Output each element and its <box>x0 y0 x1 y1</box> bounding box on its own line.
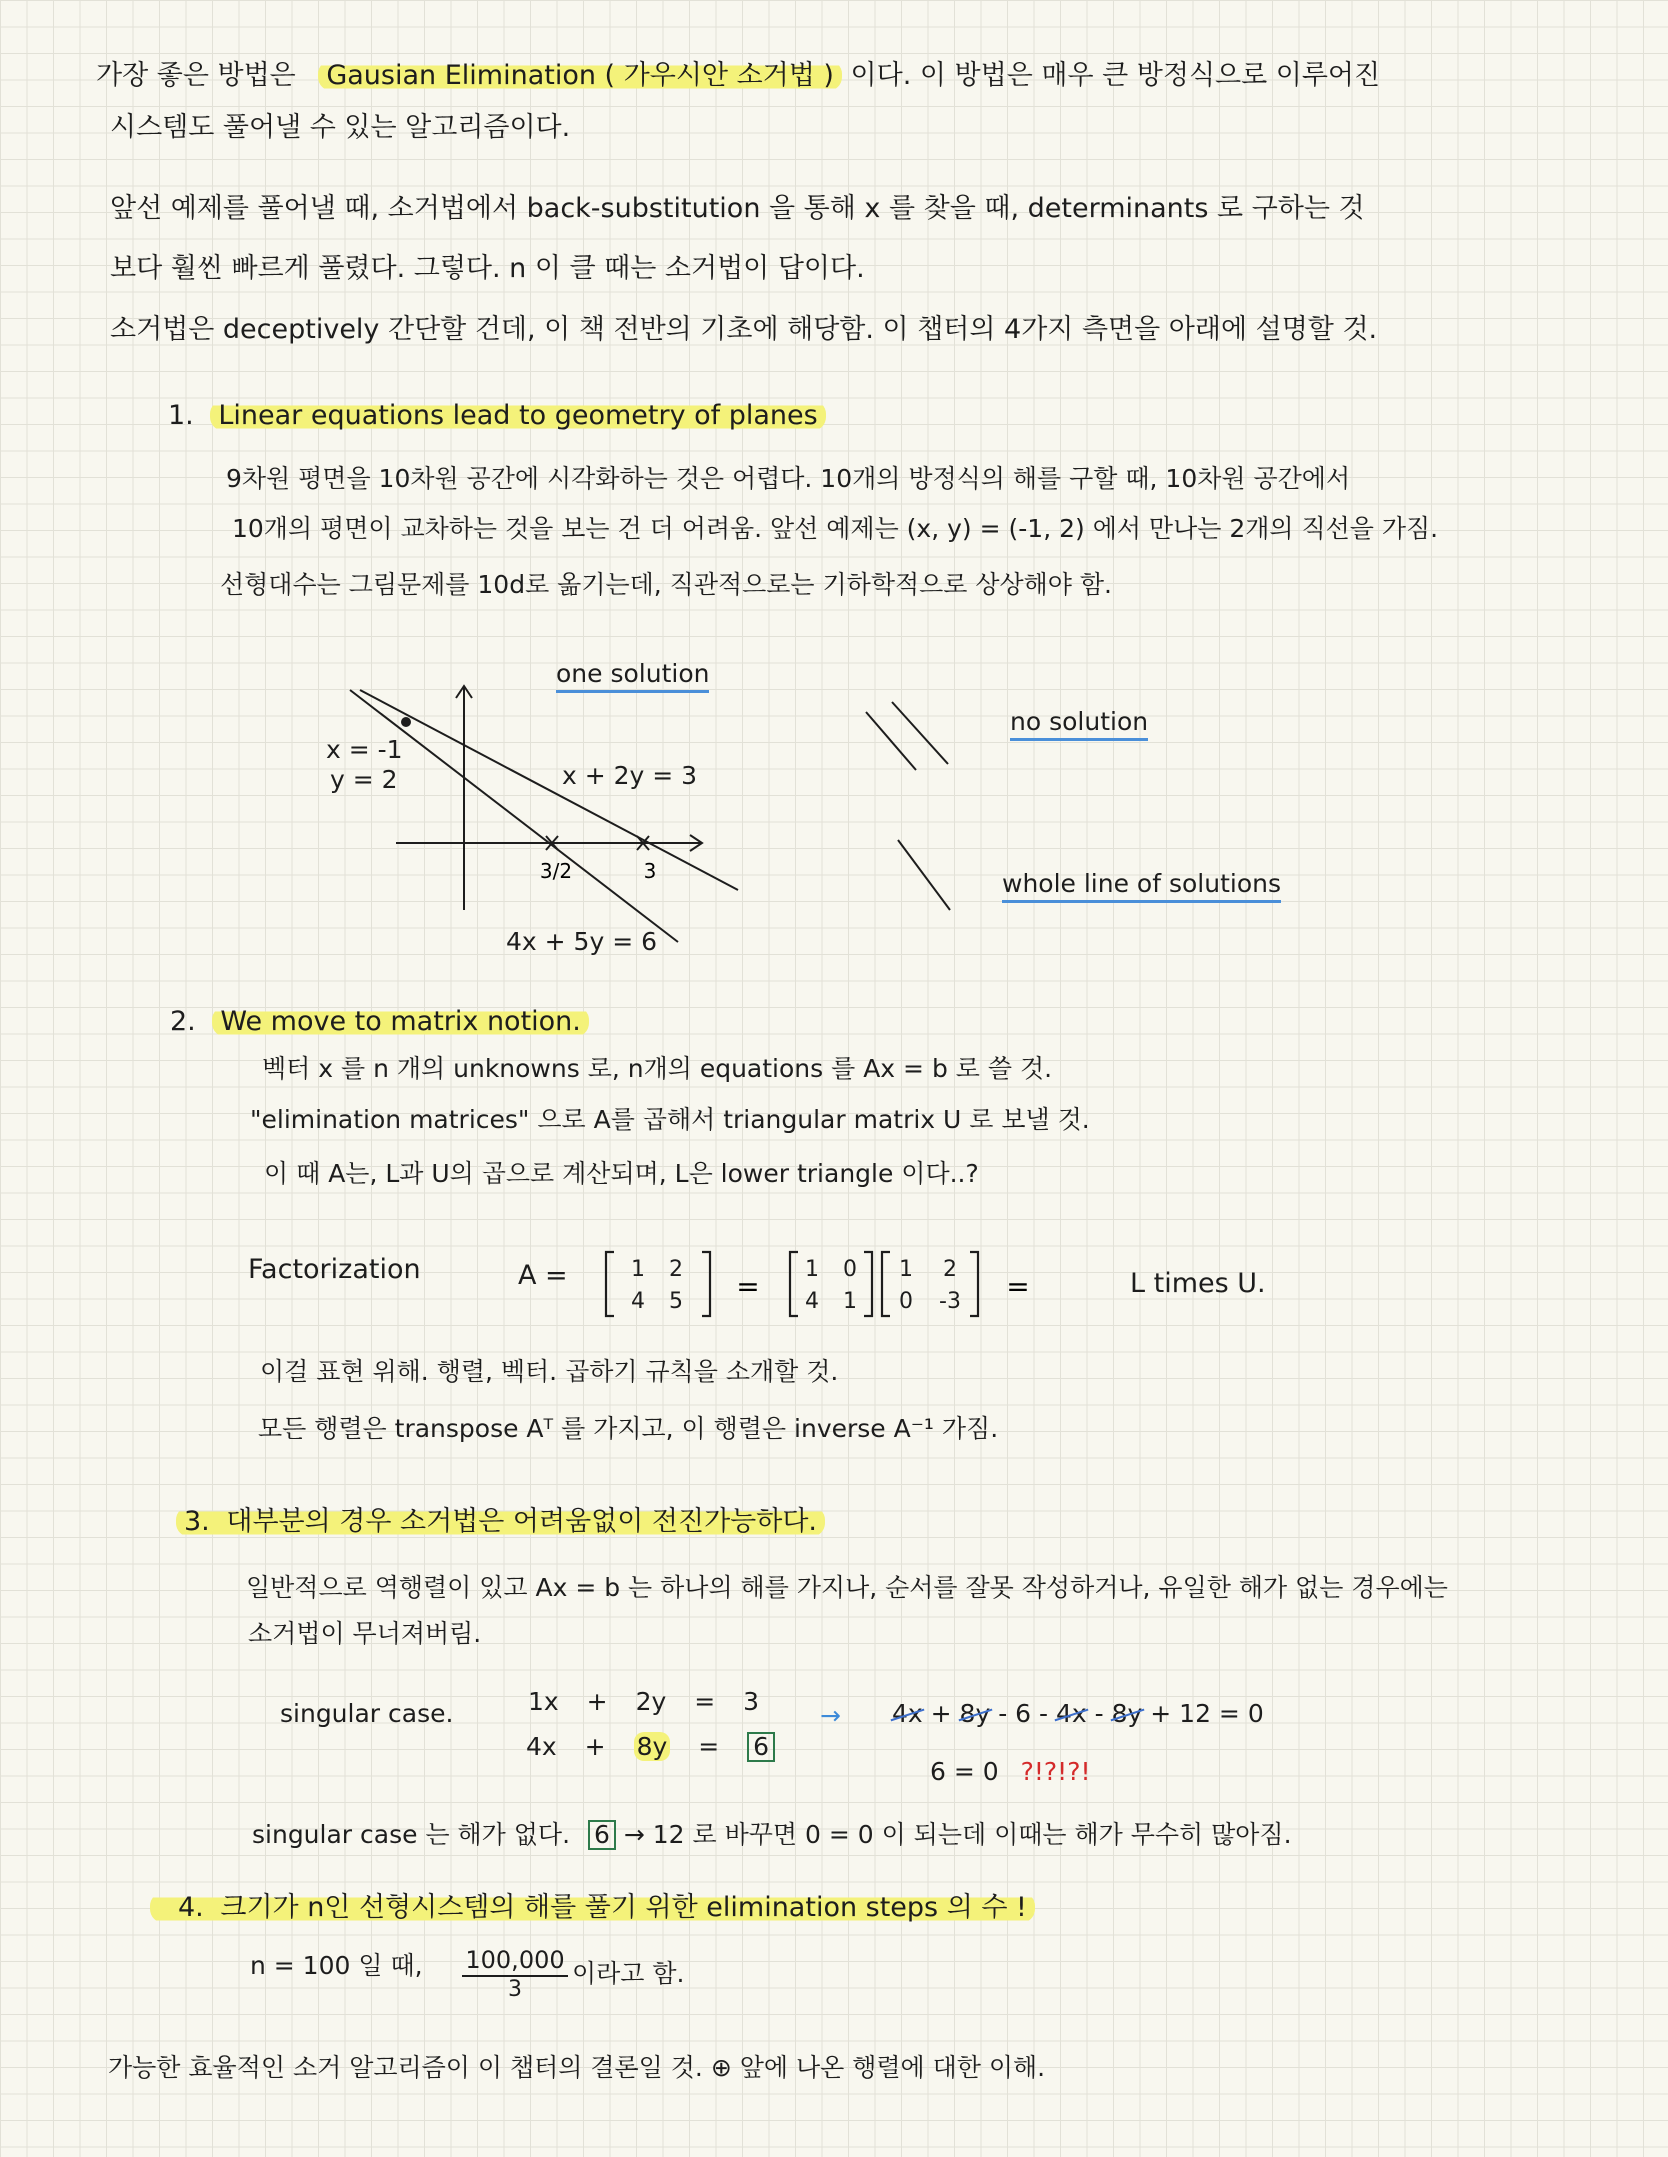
bracket <box>606 1252 614 1316</box>
equals-sign: = <box>1006 1270 1030 1303</box>
equation-label-2: 4x + 5y = 6 <box>506 927 657 956</box>
one-solution-graph <box>300 650 760 950</box>
point-label-x: x = -1 <box>326 735 403 764</box>
section-number: 3. <box>184 1506 210 1537</box>
matrix-l-entry: 4 <box>805 1289 819 1314</box>
contradiction-line <box>930 1758 1090 1787</box>
term: - 6 - <box>990 1699 1056 1728</box>
intro-line-4: 보다 훨씬 빠르게 풀렸다. 그렇다. n 이 클 때는 소거법이 답이다. <box>110 253 865 284</box>
s1-paragraph-2: 10개의 평면이 교차하는 것을 보는 건 더 어려움. 앞선 예제는 (x, y) = (-1, 2) 에서 만나는 2개의 직선을 가짐. <box>232 514 1439 543</box>
boxed-term: 6 <box>588 1820 616 1850</box>
term: 2y <box>635 1687 667 1716</box>
matrix-u-entry: -3 <box>939 1289 961 1314</box>
tick-label-3: 3 <box>643 859 657 883</box>
point-label-y: y = 2 <box>330 765 398 794</box>
s2-paragraph-4: 이걸 표현 위해. 행렬, 벡터. 곱하기 규칙을 소개할 것. <box>260 1357 839 1386</box>
matrix-a-entry: 4 <box>631 1289 645 1314</box>
term: + <box>586 1687 608 1716</box>
tick-label-3-2: 3/2 <box>539 859 573 883</box>
no-solution-label: no solution <box>1010 708 1148 737</box>
section-number: 2. <box>170 1006 196 1037</box>
equals-sign: = <box>736 1270 760 1303</box>
intro-line-5: 소거법은 deceptively 간단할 건데, 이 책 전반의 기초에 해당함. 이 챕터의 4가지 측면을 아래에 설명할 것. <box>110 314 1378 345</box>
s2-paragraph-2: "elimination matrices" 으로 A를 곱해서 triangular matrix U 로 보낼 것. <box>250 1105 1090 1134</box>
s1-paragraph-1: 9차원 평면을 10차원 공간에 시각화하는 것은 어렵다. 10개의 방정식의 해를 구할 때, 10차원 공간에서 <box>226 464 1351 493</box>
section-title-wrap <box>176 1506 825 1537</box>
intro-line-2: 시스템도 풀어낼 수 있는 알고리즘이다. <box>110 112 571 143</box>
s3-paragraph-3 <box>252 1820 1292 1850</box>
bracket <box>702 1252 710 1316</box>
term: + 12 = 0 <box>1142 1699 1264 1728</box>
parallel-line-2 <box>892 702 948 764</box>
section-title-wrap <box>150 1892 1035 1923</box>
system-equation-2 <box>526 1732 775 1762</box>
gaussian-elimination-highlight: Gausian Elimination ( 가우시안 소거법 ) <box>318 60 842 91</box>
s3-paragraph-1: 일반적으로 역행렬이 있고 Ax = b 는 하나의 해를 가지나, 순서를 잘못 작성하거나, 유일한 해가 없는 경우에는 <box>246 1573 1448 1602</box>
s2-paragraph-1: 벡터 x 를 n 개의 unknowns 로, n개의 equations 를 Ax = b 로 쓸 것. <box>262 1054 1053 1083</box>
text: singular case 는 해가 없다. <box>252 1820 571 1849</box>
term: = <box>694 1687 716 1716</box>
confusion-marks: ?!?!?! <box>1020 1757 1091 1786</box>
coincident-line <box>898 840 950 910</box>
equation-label-1: x + 2y = 3 <box>562 761 698 790</box>
bracket <box>790 1252 798 1316</box>
factorization-label: Factorization <box>248 1254 421 1285</box>
term: - <box>1086 1699 1112 1728</box>
a-equals: A = <box>518 1260 568 1291</box>
intersection-point <box>401 717 411 727</box>
cancelled-term: 8y <box>959 1699 991 1728</box>
system-equation-1 <box>528 1688 759 1717</box>
boxed-term: 6 <box>747 1732 775 1762</box>
matrix-u-entry: 2 <box>943 1257 957 1282</box>
matrix-u-entry: 1 <box>899 1257 913 1282</box>
section-title: We move to matrix notion. <box>212 1006 589 1037</box>
section-title: 대부분의 경우 소거법은 어려움없이 전진가능하다. <box>226 1506 817 1537</box>
text: → 12 로 바꾸면 0 = 0 이 되는데 이때는 해가 무수히 많아짐. <box>623 1820 1292 1849</box>
cancelled-term: 4x <box>892 1699 923 1728</box>
term: 4x <box>526 1732 557 1761</box>
section-2-heading <box>170 1006 589 1037</box>
matrix-l-entry: 0 <box>843 1257 857 1282</box>
fraction <box>462 1946 568 2003</box>
highlighted-term: 8y <box>634 1732 671 1761</box>
cancelled-term: 4x <box>1056 1699 1087 1728</box>
term: 1x <box>528 1687 559 1716</box>
intro-text: 이다. 이 방법은 매우 큰 방정식으로 이루어진 <box>850 60 1381 91</box>
arrow-icon: → <box>820 1701 841 1730</box>
singular-case-label: singular case. <box>280 1699 454 1728</box>
matrix-l-entry: 1 <box>805 1257 819 1282</box>
intro-line-3: 앞선 예제를 풀어낼 때, 소거법에서 back-substitution 을 통해 x 를 찾을 때, determinants 로 구하는 것 <box>110 193 1365 224</box>
section-1-heading <box>168 400 826 431</box>
elimination-work <box>892 1700 1264 1729</box>
factorization-result: L times U. <box>1130 1268 1266 1299</box>
term: + <box>584 1732 606 1761</box>
fraction-denominator: 3 <box>508 1976 522 2002</box>
s1-paragraph-3: 선형대수는 그림문제를 10d로 옮기는데, 직관적으로는 기하학적으로 상상해야 함. <box>220 570 1113 599</box>
s2-paragraph-3: 이 때 A는, L과 U의 곱으로 계산되며, L은 lower triangle 이다..? <box>264 1159 979 1188</box>
s3-paragraph-2: 소거법이 무너져버림. <box>248 1619 482 1648</box>
s2-paragraph-5: 모든 행렬은 transpose Aᵀ 를 가지고, 이 행렬은 inverse A⁻¹ 가짐. <box>258 1414 999 1443</box>
s4-paragraph-1-post: 이라고 함. <box>572 1959 685 1988</box>
bracket <box>970 1252 978 1316</box>
one-solution-title: one solution <box>556 660 709 689</box>
section-number: 4. <box>178 1892 204 1923</box>
section-title: Linear equations lead to geometry of planes <box>210 400 825 431</box>
matrix-a-entry: 5 <box>669 1289 683 1314</box>
section-4-heading <box>150 1892 1035 1923</box>
matrix-a-entry: 1 <box>631 1257 645 1282</box>
matrix-u-entry: 0 <box>899 1289 913 1314</box>
intro-text: 가장 좋은 방법은 <box>96 60 296 91</box>
matrix-l-entry: 1 <box>843 1289 857 1314</box>
cancelled-term: 8y <box>1111 1699 1143 1728</box>
fraction-numerator: 100,000 <box>462 1946 568 1977</box>
whole-line-label: whole line of solutions <box>1002 870 1281 899</box>
contradiction: 6 = 0 <box>930 1757 999 1786</box>
term: + <box>922 1699 960 1728</box>
other-cases-sketch <box>850 690 970 950</box>
intro-line-1 <box>96 60 1380 91</box>
section-number: 1. <box>168 400 194 431</box>
term: = <box>698 1732 720 1761</box>
bracket <box>864 1252 872 1316</box>
matrix-a-entry: 2 <box>669 1257 683 1282</box>
section-title: 크기가 n인 선형시스템의 해를 풀기 위한 elimination steps 의 수 ! <box>220 1892 1027 1923</box>
section-3-heading <box>176 1506 825 1537</box>
term: 3 <box>743 1687 760 1716</box>
s4-paragraph-1: n = 100 일 때, <box>250 1951 423 1980</box>
conclusion: 가능한 효율적인 소거 알고리즘이 이 챕터의 결론일 것. ⊕ 앞에 나온 행렬에 대한 이해. <box>108 2053 1046 2082</box>
bracket <box>882 1252 890 1316</box>
line-4x-plus-5y <box>350 690 678 942</box>
